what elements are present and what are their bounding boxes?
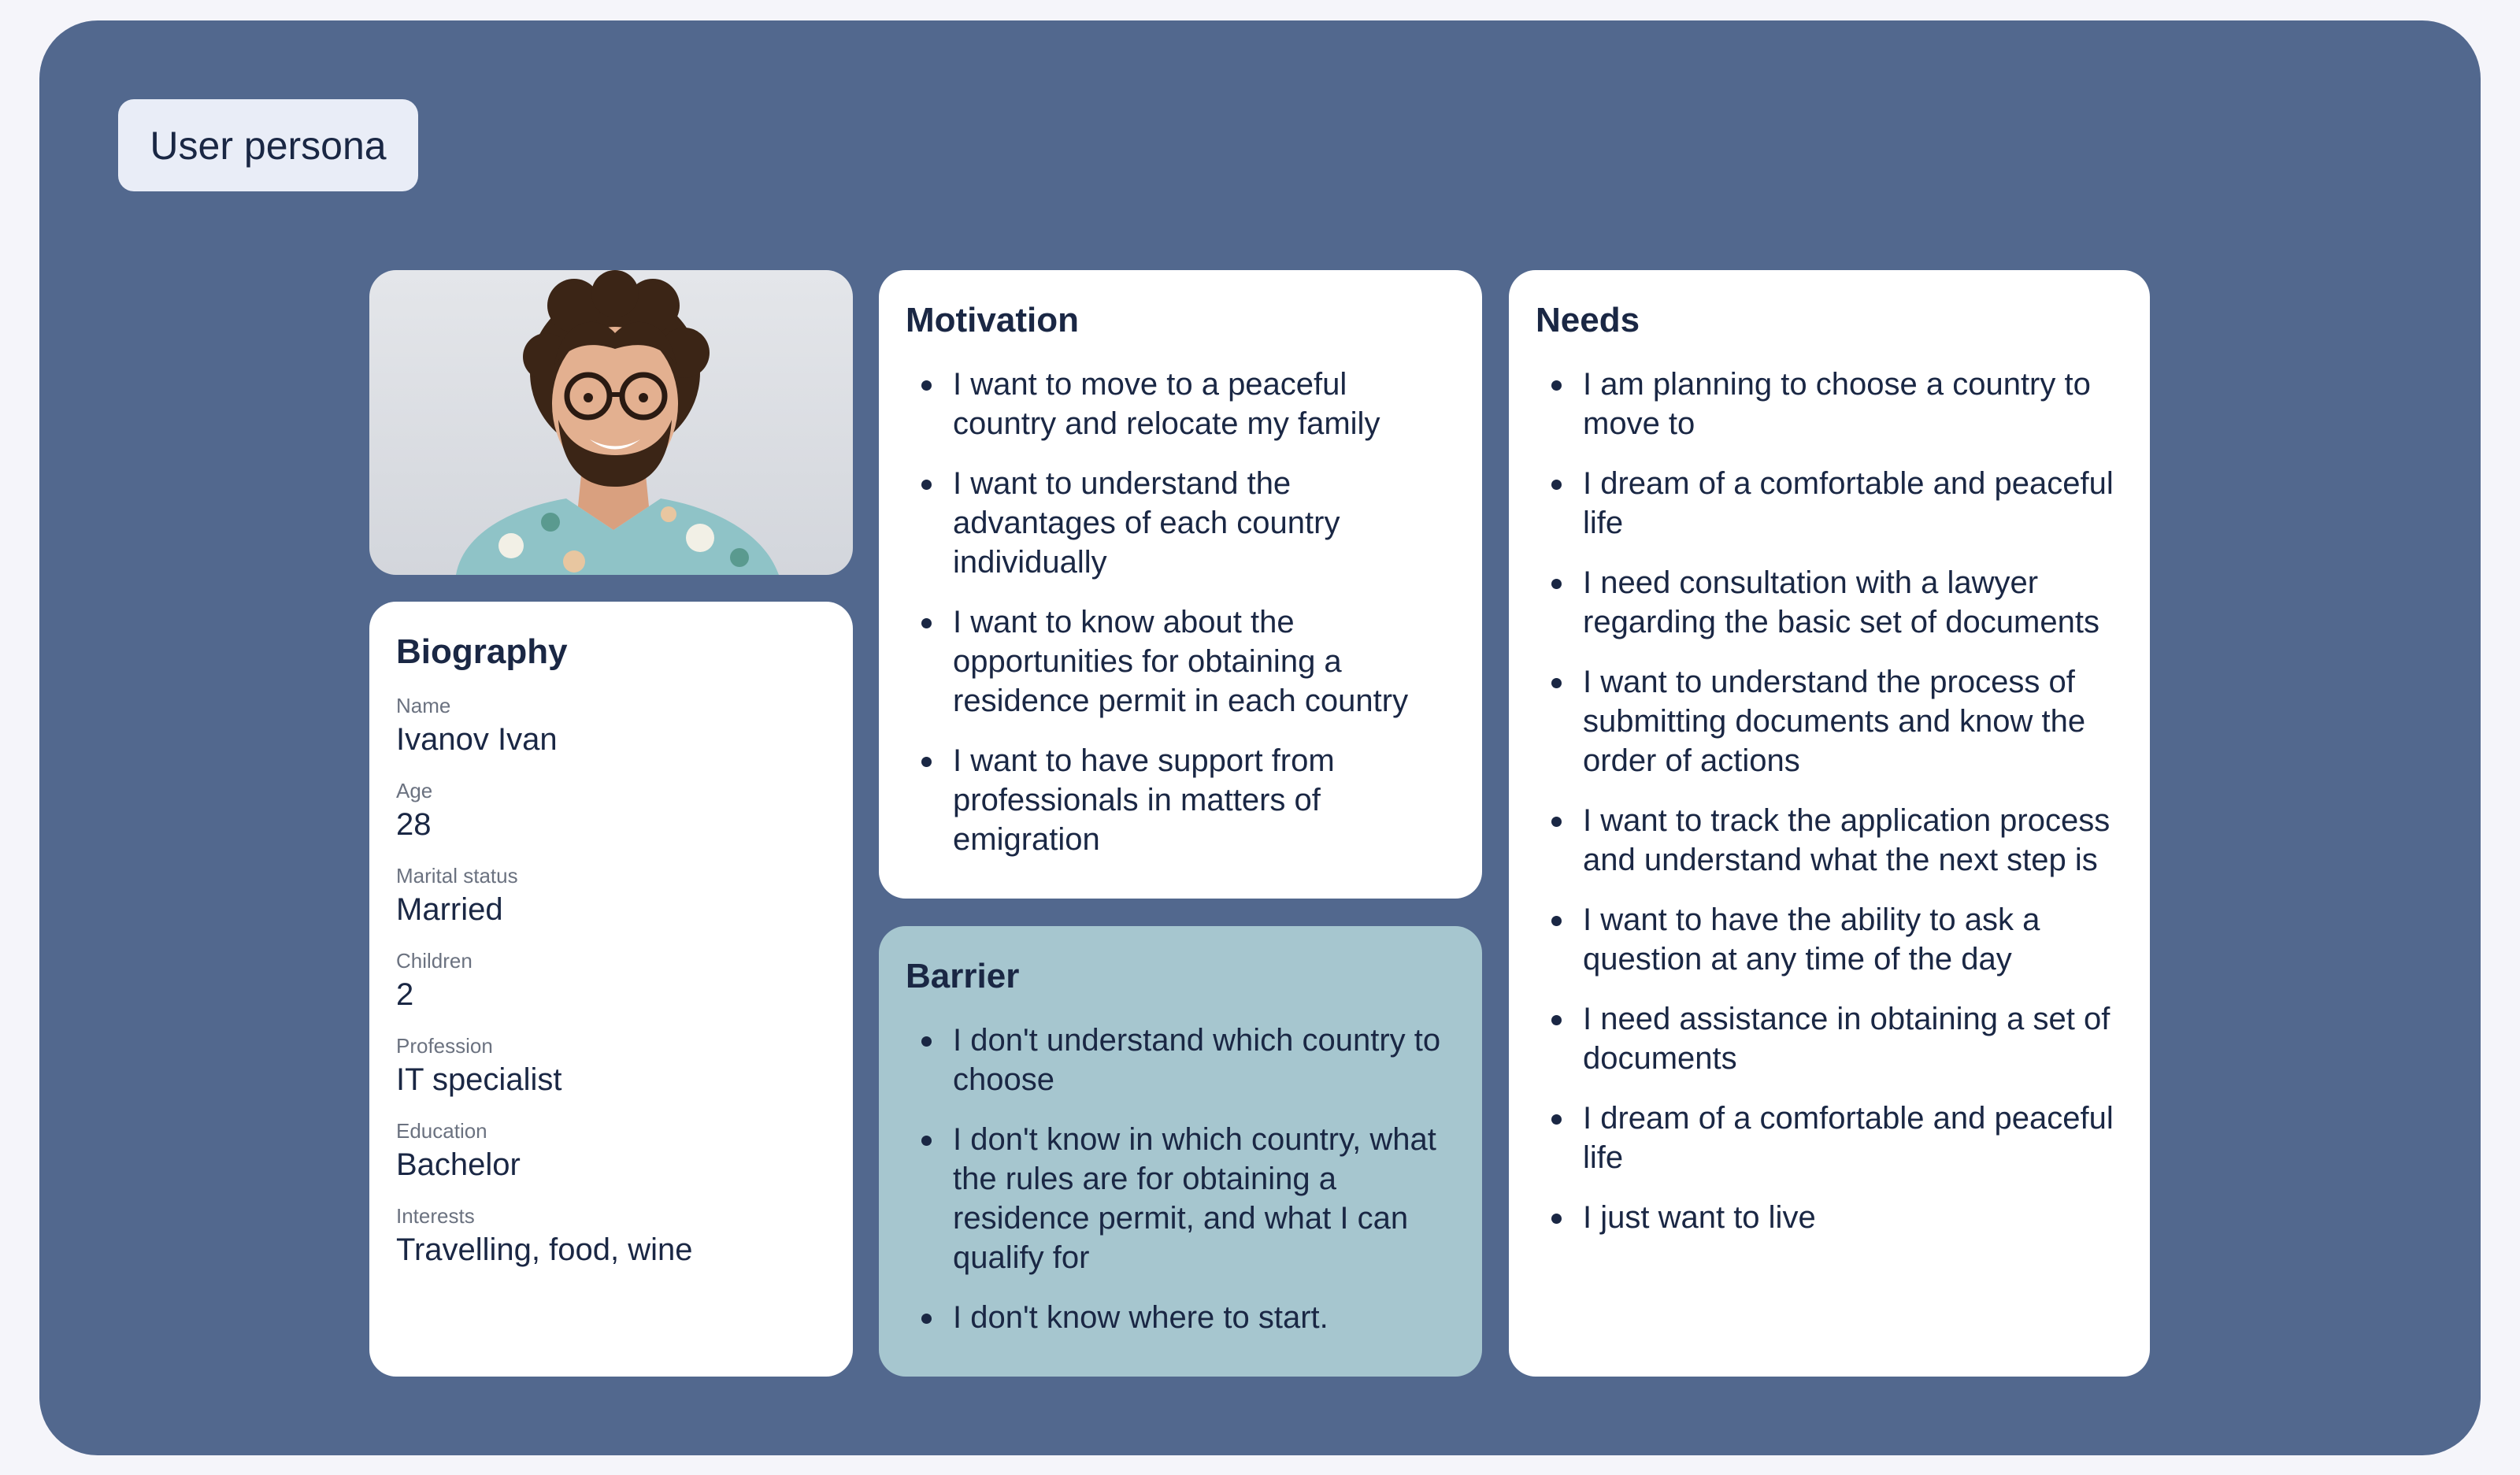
motivation-list — [906, 365, 1455, 859]
field-label: Children — [396, 949, 472, 973]
field-education — [396, 1117, 826, 1184]
list-item: I need consultation with a lawyer regarding the basic set of documents — [1536, 563, 2123, 642]
list-item: I want to track the application process and understand what the next step is — [1536, 801, 2123, 880]
biography-title: Biography — [396, 632, 568, 671]
field-label: Name — [396, 694, 451, 717]
motivation-title: Motivation — [906, 301, 1079, 339]
field-label: Profession — [396, 1034, 493, 1058]
list-item: I dream of a comfortable and peaceful life — [1536, 464, 2123, 543]
persona-board — [39, 20, 2481, 1455]
field-marital-status — [396, 862, 826, 929]
list-item: I am planning to choose a country to move to — [1536, 365, 2123, 443]
field-label: Interests — [396, 1204, 475, 1228]
list-item: I want to have support from professionals in matters of emigration — [906, 741, 1455, 859]
field-value: Ivanov Ivan — [396, 722, 558, 757]
barrier-list — [906, 1021, 1455, 1337]
needs-list — [1536, 365, 2123, 1237]
biography-card — [369, 602, 853, 1377]
field-interests — [396, 1202, 826, 1269]
needs-title: Needs — [1536, 301, 1640, 339]
field-value: Married — [396, 892, 503, 927]
field-value: Travelling, food, wine — [396, 1232, 693, 1267]
persona-photo — [369, 270, 853, 575]
list-item: I don't understand which country to choose — [906, 1021, 1455, 1099]
field-label: Education — [396, 1119, 487, 1143]
list-item: I just want to live — [1536, 1198, 2123, 1237]
barrier-title: Barrier — [906, 957, 1020, 995]
field-label: Age — [396, 779, 433, 802]
barrier-card — [879, 926, 1482, 1377]
list-item: I don't know where to start. — [906, 1298, 1455, 1337]
list-item: I want to understand the process of submitting documents and know the order of actions — [1536, 662, 2123, 780]
field-value: IT specialist — [396, 1062, 562, 1097]
list-item: I want to understand the advantages of each country individually — [906, 464, 1455, 582]
field-value: 28 — [396, 807, 432, 842]
field-profession — [396, 1032, 826, 1099]
field-name — [396, 691, 826, 759]
field-value: Bachelor — [396, 1147, 521, 1182]
list-item: I want to have the ability to ask a question at any time of the day — [1536, 900, 2123, 979]
field-age — [396, 776, 826, 844]
field-children — [396, 947, 826, 1014]
list-item: I need assistance in obtaining a set of documents — [1536, 999, 2123, 1078]
motivation-card — [879, 270, 1482, 899]
list-item: I want to know about the opportunities for obtaining a residence permit in each country — [906, 602, 1455, 721]
list-item: I dream of a comfortable and peaceful life — [1536, 1099, 2123, 1177]
needs-card — [1509, 270, 2150, 1377]
field-value: 2 — [396, 977, 414, 1012]
list-item: I don't know in which country, what the rules are for obtaining a residence permit, and what I can qualify for — [906, 1120, 1455, 1277]
field-label: Marital status — [396, 864, 518, 888]
user-persona-tag: User persona — [118, 99, 418, 191]
avatar — [369, 270, 853, 575]
list-item: I want to move to a peaceful country and relocate my family — [906, 365, 1455, 443]
